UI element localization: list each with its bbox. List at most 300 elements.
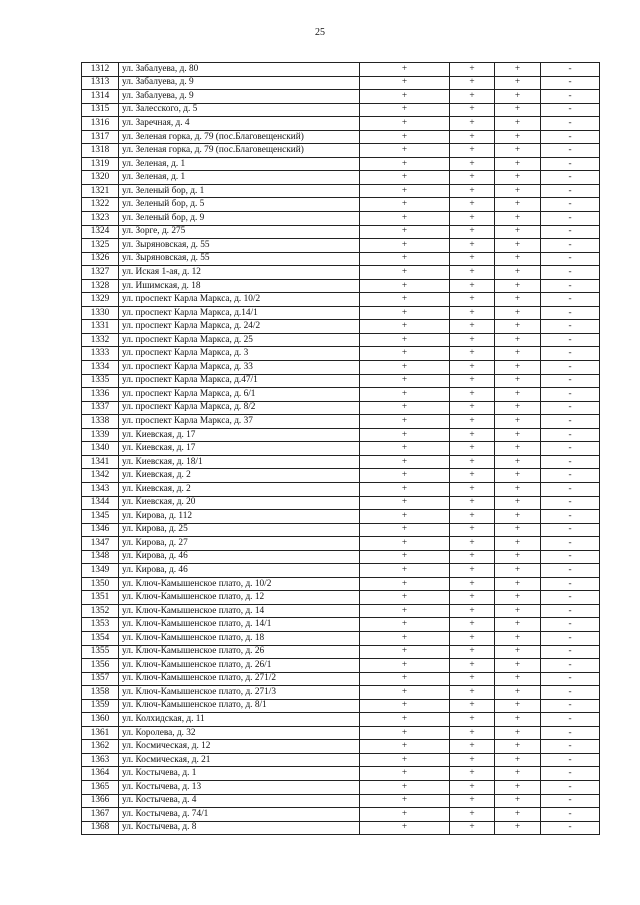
mark-3-cell: + (495, 171, 541, 185)
mark-1-cell: + (360, 659, 450, 673)
address-cell: ул. Ключ-Камышенское плато, д. 26 (119, 645, 360, 659)
mark-4-cell: - (541, 76, 600, 90)
table-row (82, 740, 600, 754)
table-row (82, 591, 600, 605)
mark-4-cell: - (541, 293, 600, 307)
mark-2-cell: + (450, 618, 495, 632)
mark-1-cell: + (360, 442, 450, 456)
table-row (82, 442, 600, 456)
address-cell: ул. проспект Карла Маркса, д. 6/1 (119, 388, 360, 402)
address-cell: ул. Кирова, д. 112 (119, 510, 360, 524)
address-cell: ул. Забалуева, д. 9 (119, 76, 360, 90)
mark-3-cell: + (495, 631, 541, 645)
mark-2-cell: + (450, 821, 495, 835)
mark-2-cell: + (450, 726, 495, 740)
address-cell: ул. Киевская, д. 18/1 (119, 455, 360, 469)
mark-1-cell: + (360, 672, 450, 686)
mark-3-cell: + (495, 428, 541, 442)
mark-4-cell: - (541, 361, 600, 375)
mark-4-cell: - (541, 577, 600, 591)
mark-1-cell: + (360, 76, 450, 90)
table-row (82, 455, 600, 469)
table-row (82, 523, 600, 537)
table-row (82, 157, 600, 171)
mark-3-cell: + (495, 293, 541, 307)
mark-3-cell: + (495, 184, 541, 198)
table-row (82, 76, 600, 90)
mark-2-cell: + (450, 604, 495, 618)
mark-1-cell: + (360, 171, 450, 185)
row-number-cell: 1341 (82, 455, 119, 469)
mark-2-cell: + (450, 401, 495, 415)
mark-2-cell: + (450, 442, 495, 456)
mark-1-cell: + (360, 144, 450, 158)
mark-4-cell: - (541, 767, 600, 781)
mark-2-cell: + (450, 659, 495, 673)
table-row (82, 415, 600, 429)
address-cell: ул. Забалуева, д. 80 (119, 63, 360, 77)
table-row (82, 306, 600, 320)
mark-3-cell: + (495, 157, 541, 171)
mark-2-cell: + (450, 90, 495, 104)
table-row (82, 672, 600, 686)
table-row (82, 144, 600, 158)
mark-3-cell: + (495, 740, 541, 754)
mark-2-cell: + (450, 117, 495, 131)
mark-4-cell: - (541, 496, 600, 510)
address-cell: ул. Костычева, д. 8 (119, 821, 360, 835)
mark-4-cell: - (541, 713, 600, 727)
mark-4-cell: - (541, 780, 600, 794)
address-cell: ул. Колхидская, д. 11 (119, 713, 360, 727)
mark-1-cell: + (360, 618, 450, 632)
page-number: 25 (315, 27, 325, 38)
row-number-cell: 1329 (82, 293, 119, 307)
mark-3-cell: + (495, 686, 541, 700)
mark-4-cell: - (541, 537, 600, 551)
mark-2-cell: + (450, 157, 495, 171)
row-number-cell: 1362 (82, 740, 119, 754)
address-cell: ул. проспект Карла Маркса, д. 3 (119, 347, 360, 361)
table-row (82, 659, 600, 673)
mark-1-cell: + (360, 686, 450, 700)
mark-4-cell: - (541, 415, 600, 429)
mark-1-cell: + (360, 523, 450, 537)
table-row (82, 212, 600, 226)
mark-4-cell: - (541, 794, 600, 808)
mark-3-cell: + (495, 144, 541, 158)
table-row (82, 604, 600, 618)
mark-1-cell: + (360, 198, 450, 212)
mark-3-cell: + (495, 306, 541, 320)
mark-1-cell: + (360, 117, 450, 131)
mark-3-cell: + (495, 374, 541, 388)
row-number-cell: 1365 (82, 780, 119, 794)
mark-2-cell: + (450, 198, 495, 212)
mark-4-cell: - (541, 279, 600, 293)
mark-3-cell: + (495, 726, 541, 740)
row-number-cell: 1328 (82, 279, 119, 293)
row-number-cell: 1345 (82, 510, 119, 524)
mark-2-cell: + (450, 564, 495, 578)
address-cell: ул. проспект Карла Маркса, д. 25 (119, 333, 360, 347)
table-row (82, 808, 600, 822)
table-row (82, 130, 600, 144)
row-number-cell: 1337 (82, 401, 119, 415)
mark-2-cell: + (450, 252, 495, 266)
table-row (82, 510, 600, 524)
mark-4-cell: - (541, 428, 600, 442)
mark-2-cell: + (450, 510, 495, 524)
row-number-cell: 1364 (82, 767, 119, 781)
table-row (82, 794, 600, 808)
table-row (82, 347, 600, 361)
address-cell: ул. Кирова, д. 46 (119, 564, 360, 578)
mark-2-cell: + (450, 144, 495, 158)
mark-2-cell: + (450, 388, 495, 402)
mark-1-cell: + (360, 564, 450, 578)
row-number-cell: 1343 (82, 482, 119, 496)
mark-2-cell: + (450, 333, 495, 347)
mark-1-cell: + (360, 713, 450, 727)
address-cell: ул. Космическая, д. 12 (119, 740, 360, 754)
mark-3-cell: + (495, 103, 541, 117)
mark-1-cell: + (360, 388, 450, 402)
table-row (82, 117, 600, 131)
mark-2-cell: + (450, 239, 495, 253)
mark-1-cell: + (360, 699, 450, 713)
mark-3-cell: + (495, 252, 541, 266)
mark-1-cell: + (360, 103, 450, 117)
address-cell: ул. Ключ-Камышенское плато, д. 12 (119, 591, 360, 605)
mark-3-cell: + (495, 591, 541, 605)
mark-4-cell: - (541, 63, 600, 77)
mark-1-cell: + (360, 469, 450, 483)
address-cell: ул. Ключ-Камышенское плато, д. 271/2 (119, 672, 360, 686)
table-row (82, 645, 600, 659)
row-number-cell: 1368 (82, 821, 119, 835)
address-cell: ул. Киевская, д. 2 (119, 482, 360, 496)
mark-4-cell: - (541, 320, 600, 334)
table-row (82, 821, 600, 835)
address-cell: ул. Киевская, д. 17 (119, 428, 360, 442)
table-row (82, 198, 600, 212)
mark-3-cell: + (495, 713, 541, 727)
address-cell: ул. проспект Карла Маркса, д.14/1 (119, 306, 360, 320)
mark-2-cell: + (450, 171, 495, 185)
mark-3-cell: + (495, 699, 541, 713)
row-number-cell: 1316 (82, 117, 119, 131)
row-number-cell: 1366 (82, 794, 119, 808)
address-cell: ул. Костычева, д. 4 (119, 794, 360, 808)
table-row (82, 361, 600, 375)
mark-2-cell: + (450, 374, 495, 388)
row-number-cell: 1321 (82, 184, 119, 198)
mark-1-cell: + (360, 306, 450, 320)
table-row (82, 631, 600, 645)
mark-4-cell: - (541, 117, 600, 131)
address-cell: ул. Киевская, д. 17 (119, 442, 360, 456)
row-number-cell: 1313 (82, 76, 119, 90)
table-row (82, 686, 600, 700)
row-number-cell: 1344 (82, 496, 119, 510)
table-row (82, 374, 600, 388)
table-row (82, 333, 600, 347)
mark-3-cell: + (495, 347, 541, 361)
row-number-cell: 1346 (82, 523, 119, 537)
mark-4-cell: - (541, 672, 600, 686)
mark-4-cell: - (541, 631, 600, 645)
table-row (82, 537, 600, 551)
mark-3-cell: + (495, 482, 541, 496)
table-row (82, 184, 600, 198)
row-number-cell: 1324 (82, 225, 119, 239)
mark-1-cell: + (360, 537, 450, 551)
mark-4-cell: - (541, 618, 600, 632)
address-cell: ул. Ключ-Камышенское плато, д. 18 (119, 631, 360, 645)
mark-2-cell: + (450, 306, 495, 320)
mark-3-cell: + (495, 415, 541, 429)
table-row (82, 428, 600, 442)
mark-2-cell: + (450, 76, 495, 90)
mark-4-cell: - (541, 482, 600, 496)
mark-3-cell: + (495, 577, 541, 591)
address-cell: ул. Зеленый бор, д. 1 (119, 184, 360, 198)
row-number-cell: 1317 (82, 130, 119, 144)
row-number-cell: 1326 (82, 252, 119, 266)
row-number-cell: 1350 (82, 577, 119, 591)
mark-2-cell: + (450, 550, 495, 564)
address-cell: ул. Зеленый бор, д. 9 (119, 212, 360, 226)
mark-1-cell: + (360, 415, 450, 429)
mark-3-cell: + (495, 333, 541, 347)
row-number-cell: 1348 (82, 550, 119, 564)
address-cell: ул. Костычева, д. 13 (119, 780, 360, 794)
table-row (82, 293, 600, 307)
mark-2-cell: + (450, 347, 495, 361)
table-row (82, 780, 600, 794)
mark-4-cell: - (541, 333, 600, 347)
mark-1-cell: + (360, 63, 450, 77)
mark-1-cell: + (360, 577, 450, 591)
mark-1-cell: + (360, 347, 450, 361)
mark-1-cell: + (360, 252, 450, 266)
mark-3-cell: + (495, 550, 541, 564)
mark-2-cell: + (450, 130, 495, 144)
row-number-cell: 1353 (82, 618, 119, 632)
row-number-cell: 1333 (82, 347, 119, 361)
mark-1-cell: + (360, 591, 450, 605)
row-number-cell: 1361 (82, 726, 119, 740)
mark-3-cell: + (495, 388, 541, 402)
mark-2-cell: + (450, 225, 495, 239)
mark-2-cell: + (450, 279, 495, 293)
mark-2-cell: + (450, 740, 495, 754)
address-cell: ул. проспект Карла Маркса, д. 33 (119, 361, 360, 375)
row-number-cell: 1352 (82, 604, 119, 618)
table-row (82, 767, 600, 781)
address-table (81, 62, 600, 835)
address-cell: ул. проспект Карла Маркса, д. 8/2 (119, 401, 360, 415)
mark-4-cell: - (541, 523, 600, 537)
table-row (82, 699, 600, 713)
mark-4-cell: - (541, 455, 600, 469)
mark-4-cell: - (541, 604, 600, 618)
mark-2-cell: + (450, 686, 495, 700)
address-cell: ул. Ключ-Камышенское плато, д. 14/1 (119, 618, 360, 632)
mark-2-cell: + (450, 631, 495, 645)
mark-2-cell: + (450, 713, 495, 727)
mark-2-cell: + (450, 537, 495, 551)
address-cell: ул. Ишимская, д. 18 (119, 279, 360, 293)
mark-4-cell: - (541, 90, 600, 104)
mark-4-cell: - (541, 266, 600, 280)
mark-4-cell: - (541, 401, 600, 415)
address-cell: ул. Зеленый бор, д. 5 (119, 198, 360, 212)
mark-3-cell: + (495, 767, 541, 781)
mark-3-cell: + (495, 510, 541, 524)
mark-4-cell: - (541, 130, 600, 144)
mark-2-cell: + (450, 577, 495, 591)
mark-3-cell: + (495, 794, 541, 808)
address-cell: ул. проспект Карла Маркса, д. 37 (119, 415, 360, 429)
row-number-cell: 1342 (82, 469, 119, 483)
mark-1-cell: + (360, 225, 450, 239)
row-number-cell: 1314 (82, 90, 119, 104)
mark-1-cell: + (360, 374, 450, 388)
table-row (82, 63, 600, 77)
table-row (82, 564, 600, 578)
address-cell: ул. Зеленая, д. 1 (119, 171, 360, 185)
mark-1-cell: + (360, 645, 450, 659)
table-row (82, 401, 600, 415)
mark-4-cell: - (541, 686, 600, 700)
mark-1-cell: + (360, 333, 450, 347)
table-row (82, 388, 600, 402)
row-number-cell: 1315 (82, 103, 119, 117)
address-cell: ул. Зеленая, д. 1 (119, 157, 360, 171)
mark-3-cell: + (495, 361, 541, 375)
row-number-cell: 1336 (82, 388, 119, 402)
mark-1-cell: + (360, 157, 450, 171)
mark-4-cell: - (541, 659, 600, 673)
row-number-cell: 1354 (82, 631, 119, 645)
mark-2-cell: + (450, 767, 495, 781)
mark-2-cell: + (450, 645, 495, 659)
mark-1-cell: + (360, 401, 450, 415)
mark-3-cell: + (495, 130, 541, 144)
mark-4-cell: - (541, 225, 600, 239)
address-cell: ул. Иская 1-ая, д. 12 (119, 266, 360, 280)
row-number-cell: 1367 (82, 808, 119, 822)
row-number-cell: 1339 (82, 428, 119, 442)
table-row (82, 225, 600, 239)
mark-3-cell: + (495, 63, 541, 77)
mark-1-cell: + (360, 740, 450, 754)
table-row (82, 266, 600, 280)
mark-2-cell: + (450, 780, 495, 794)
mark-3-cell: + (495, 645, 541, 659)
mark-1-cell: + (360, 550, 450, 564)
table-row (82, 618, 600, 632)
mark-1-cell: + (360, 767, 450, 781)
mark-3-cell: + (495, 537, 541, 551)
mark-1-cell: + (360, 510, 450, 524)
mark-4-cell: - (541, 753, 600, 767)
address-cell: ул. Киевская, д. 20 (119, 496, 360, 510)
mark-1-cell: + (360, 604, 450, 618)
mark-4-cell: - (541, 510, 600, 524)
table-row (82, 279, 600, 293)
mark-1-cell: + (360, 212, 450, 226)
mark-2-cell: + (450, 212, 495, 226)
address-cell: ул. Ключ-Камышенское плато, д. 26/1 (119, 659, 360, 673)
mark-4-cell: - (541, 699, 600, 713)
mark-4-cell: - (541, 821, 600, 835)
row-number-cell: 1357 (82, 672, 119, 686)
table-row (82, 713, 600, 727)
mark-1-cell: + (360, 184, 450, 198)
mark-4-cell: - (541, 591, 600, 605)
row-number-cell: 1363 (82, 753, 119, 767)
table-row (82, 239, 600, 253)
table-row (82, 496, 600, 510)
address-cell: ул. Ключ-Камышенское плато, д. 8/1 (119, 699, 360, 713)
mark-4-cell: - (541, 157, 600, 171)
row-number-cell: 1359 (82, 699, 119, 713)
mark-1-cell: + (360, 496, 450, 510)
mark-3-cell: + (495, 604, 541, 618)
table-row (82, 753, 600, 767)
row-number-cell: 1320 (82, 171, 119, 185)
mark-3-cell: + (495, 808, 541, 822)
address-cell: ул. Забалуева, д. 9 (119, 90, 360, 104)
row-number-cell: 1327 (82, 266, 119, 280)
mark-3-cell: + (495, 455, 541, 469)
mark-3-cell: + (495, 523, 541, 537)
mark-3-cell: + (495, 753, 541, 767)
row-number-cell: 1318 (82, 144, 119, 158)
mark-2-cell: + (450, 320, 495, 334)
mark-3-cell: + (495, 401, 541, 415)
mark-1-cell: + (360, 482, 450, 496)
address-cell: ул. Заречная, д. 4 (119, 117, 360, 131)
mark-3-cell: + (495, 659, 541, 673)
mark-2-cell: + (450, 699, 495, 713)
mark-2-cell: + (450, 672, 495, 686)
mark-4-cell: - (541, 252, 600, 266)
mark-3-cell: + (495, 212, 541, 226)
mark-1-cell: + (360, 130, 450, 144)
table-row (82, 469, 600, 483)
mark-1-cell: + (360, 780, 450, 794)
mark-3-cell: + (495, 821, 541, 835)
mark-3-cell: + (495, 780, 541, 794)
mark-4-cell: - (541, 469, 600, 483)
row-number-cell: 1338 (82, 415, 119, 429)
mark-3-cell: + (495, 469, 541, 483)
table-row (82, 252, 600, 266)
row-number-cell: 1358 (82, 686, 119, 700)
address-cell: ул. Зорге, д. 275 (119, 225, 360, 239)
mark-3-cell: + (495, 239, 541, 253)
mark-2-cell: + (450, 753, 495, 767)
mark-3-cell: + (495, 76, 541, 90)
mark-1-cell: + (360, 320, 450, 334)
table-row (82, 726, 600, 740)
table-row (82, 171, 600, 185)
mark-1-cell: + (360, 293, 450, 307)
